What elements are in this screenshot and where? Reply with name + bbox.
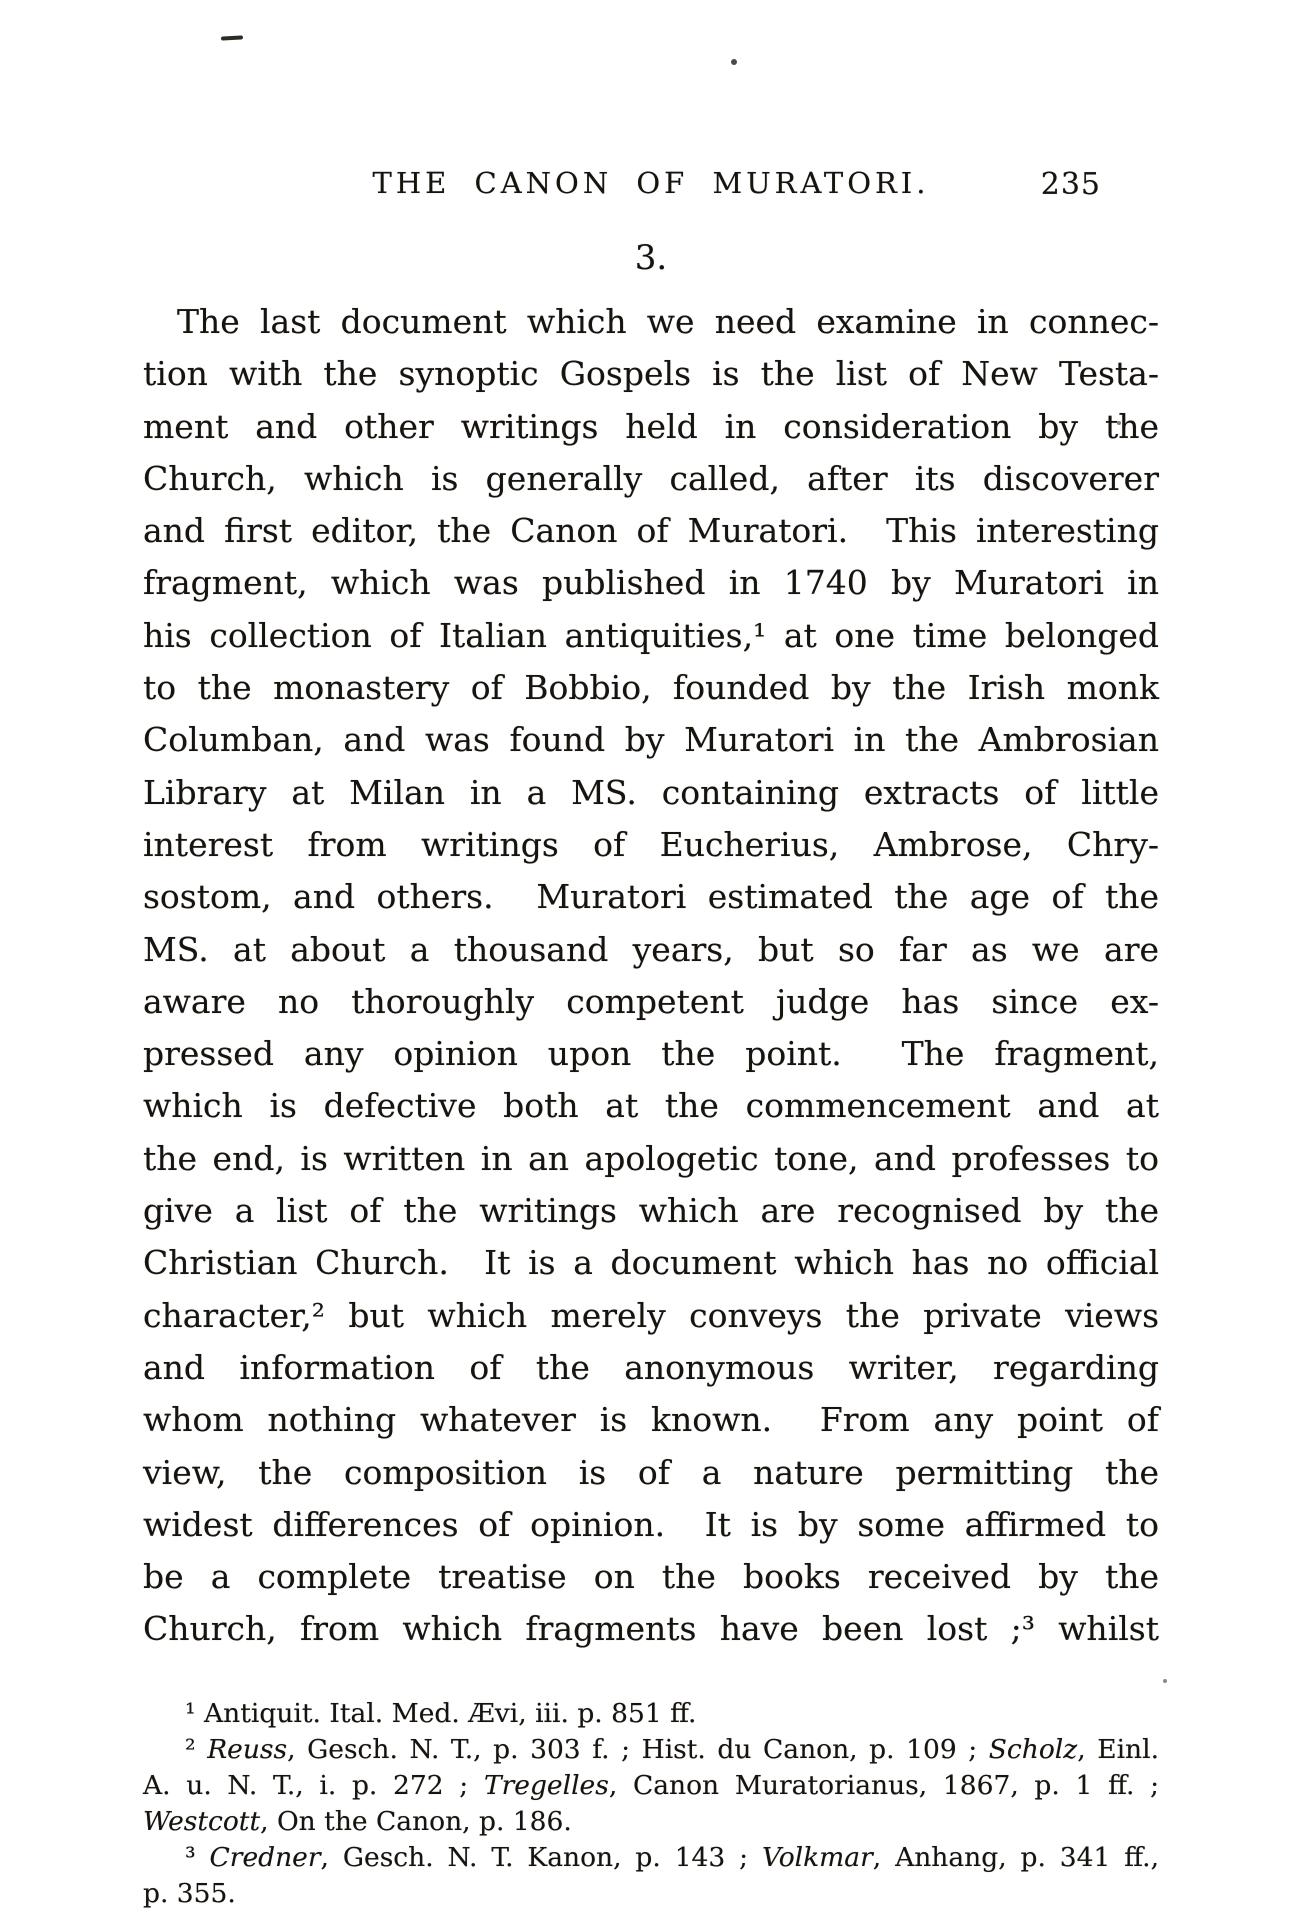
body-line: give a list of the writings which are recognised by the	[143, 1191, 1159, 1231]
running-header	[143, 166, 1159, 206]
footnote-line	[143, 1696, 1159, 1732]
footnote-text: , Canon Muratorianus, 1867, p. 1 ff. ;	[608, 1770, 1159, 1801]
footnote-author-italic: Scholz	[988, 1734, 1078, 1765]
footnote-author-italic: Credner	[209, 1842, 321, 1873]
body-line: interest from writings of Eucherius, Ambrose, Chry-	[143, 824, 1159, 864]
footnote-line	[143, 1768, 1159, 1804]
body-line: widest differences of opinion. It is by some affirmed to	[143, 1504, 1159, 1544]
footnote-text: , Gesch. N. T., p. 303 f. ; Hist. du Canon, p. 109 ;	[287, 1734, 989, 1765]
body-line: Church, from which fragments have been lost ;³ whilst	[143, 1609, 1159, 1649]
footnote-text: A. u. N. T., i. p. 272 ;	[143, 1770, 484, 1801]
body-line: and first editor, the Canon of Muratori. This interesting	[143, 511, 1159, 551]
footnote-line	[143, 1840, 1159, 1876]
body-line: and information of the anonymous writer, regarding	[143, 1347, 1159, 1387]
footnote-line	[143, 1876, 1159, 1912]
body-line: which is defective both at the commencement and at	[143, 1086, 1159, 1126]
footnote-text: , Anhang, p. 341 ff.,	[872, 1842, 1159, 1873]
body-text	[143, 296, 1159, 1656]
body-line: be a complete treatise on the books received by the	[143, 1557, 1159, 1597]
body-line: MS. at about a thousand years, but so far as we are	[143, 929, 1159, 969]
page-number: 235	[1040, 167, 1101, 202]
section-number: 3.	[634, 238, 668, 278]
body-line: Church, which is generally called, after its discoverer	[143, 458, 1159, 498]
body-line: tion with the synoptic Gospels is the list of New Testa-	[143, 354, 1159, 394]
body-line: to the monastery of Bobbio, founded by the Irish monk	[143, 668, 1159, 708]
body-line: ment and other writings held in consideration by the	[143, 406, 1159, 446]
footnote-text: p. 355.	[143, 1878, 236, 1909]
running-header-title: THE CANON OF MURATORI.	[372, 166, 930, 200]
body-line: sostom, and others. Muratori estimated the age of the	[143, 877, 1159, 917]
body-line: aware no thoroughly competent judge has since ex-	[143, 981, 1159, 1021]
scan-artifact-dot	[731, 59, 737, 65]
footnote-text: , Gesch. N. T. Kanon, p. 143 ;	[320, 1842, 762, 1873]
footnote-author-italic: Reuss	[207, 1734, 288, 1765]
footnote-author-italic: Tregelles	[483, 1770, 609, 1801]
body-line: pressed any opinion upon the point. The fragment,	[143, 1034, 1159, 1074]
body-line: fragment, which was published in 1740 by Muratori in	[143, 563, 1159, 603]
footnote-text: , Einl.	[1077, 1734, 1160, 1765]
footnote-text: ²	[185, 1734, 208, 1765]
footnote-author-italic: Volkmar	[761, 1842, 873, 1873]
footnote-text: , On the Canon, p. 186.	[260, 1806, 572, 1837]
footnote-text: ¹ Antiquit. Ital. Med. Ævi, iii. p. 851 ff.	[185, 1698, 697, 1729]
body-line: whom nothing whatever is known. From any point of	[143, 1400, 1159, 1440]
body-line: his collection of Italian antiquities,¹ at one time belonged	[143, 615, 1159, 655]
scan-artifact-dot	[1163, 1679, 1167, 1683]
body-line: character,² but which merely conveys the private views	[143, 1295, 1159, 1335]
scan-artifact-dash	[221, 35, 243, 40]
footnotes	[143, 1696, 1159, 1912]
body-line: Christian Church. It is a document which has no official	[143, 1243, 1159, 1283]
body-line: Columban, and was found by Muratori in the Ambrosian	[143, 720, 1159, 760]
body-line: the end, is written in an apologetic tone, and professes to	[143, 1138, 1159, 1178]
footnote-line	[143, 1732, 1159, 1768]
footnote-line	[143, 1804, 1159, 1840]
body-line: Library at Milan in a MS. containing extracts of little	[143, 772, 1159, 812]
footnote-author-italic: Westcott	[143, 1806, 261, 1837]
footnote-text: ³	[185, 1842, 210, 1873]
body-line: view, the composition is of a nature permitting the	[143, 1452, 1159, 1492]
body-line: The last document which we need examine in connec-	[177, 302, 1159, 341]
